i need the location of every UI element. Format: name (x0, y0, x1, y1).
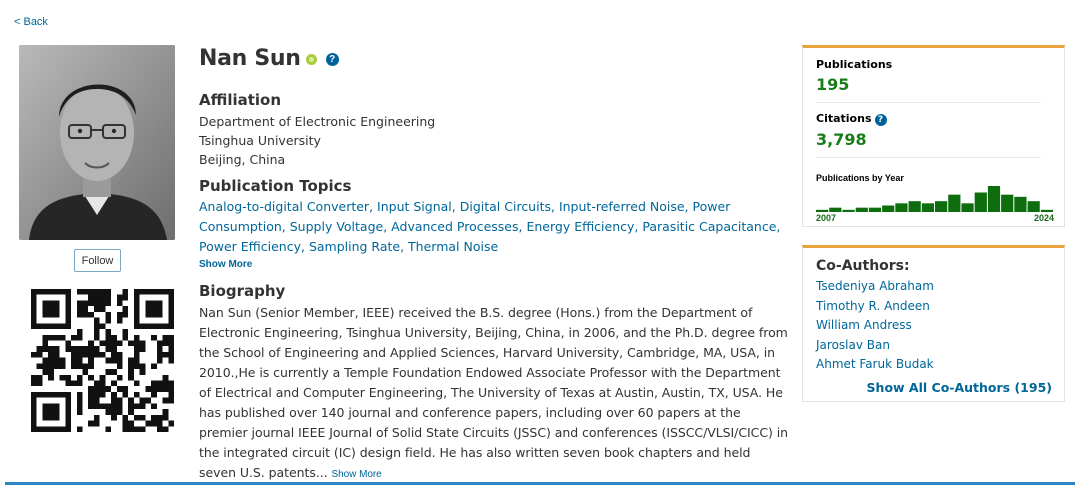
profile-photo (19, 45, 175, 240)
year-bar[interactable] (1041, 210, 1053, 212)
affiliation-title: Affiliation (199, 91, 282, 109)
topic-link[interactable]: Parasitic Capacitance (642, 219, 777, 234)
topic-link[interactable]: Power Consumption (199, 199, 731, 234)
topic-link[interactable]: Power Efficiency (199, 239, 301, 254)
year-bar[interactable] (816, 210, 828, 212)
topic-link[interactable]: Input-referred Noise (558, 199, 685, 214)
topic-link[interactable]: Thermal Noise (408, 239, 499, 254)
topic-separator: , (383, 219, 392, 234)
coauthor-link[interactable]: William Andress (816, 318, 912, 332)
year-bar[interactable] (895, 203, 907, 212)
coauthor-link[interactable]: Timothy R. Andeen (816, 298, 930, 313)
year-bar[interactable] (856, 208, 868, 212)
divider (816, 157, 1041, 158)
coauthors-list (816, 277, 934, 375)
topic-link[interactable]: Input Signal (377, 199, 452, 214)
year-bar[interactable] (1028, 201, 1040, 212)
topic-separator: , (776, 219, 781, 234)
metrics-card (802, 45, 1065, 227)
follow-button[interactable]: Follow (74, 249, 121, 272)
year-bar[interactable] (882, 206, 894, 213)
year-bar[interactable] (988, 186, 1000, 212)
biography-body: Nan Sun (Senior Member, IEEE) received the B.S. degree (Hons.) from the Department of Electronic Engineering, Tsinghua University, Beijing, China, in 2006, and the Ph.D. degree from the School of Engineering and Applied Sciences, Harvard University, Cambridge, MA, USA, in 2010.,He is currently a Temple Foundation Endowed Associate Professor with the Department of Electrical and Computer Engineering, The University of Texas at Austin, Austin, TX, USA. He has published over 140 journal and conference papers, including over 60 papers at the premier journal IEEE Journal of Solid State Circuits (JSSC) and conferences (ISSCC/VLSI/CICC) in the integrated circuit (IC) design field. He has also written seven book chapters and held seven U.S. patents... (199, 305, 789, 480)
biography-show-more-link[interactable]: Show More (331, 469, 382, 480)
author-name: Nan Sun (199, 45, 301, 71)
sparkline-end-year: 2024 (1033, 213, 1054, 223)
citations-count[interactable]: 3,798 (816, 130, 867, 149)
topic-link[interactable]: Energy Efficiency (526, 219, 635, 234)
affiliation-location: Beijing, China (199, 152, 286, 167)
year-bar[interactable] (1001, 195, 1013, 212)
citations-label-text: Citations (816, 112, 872, 125)
topic-link[interactable]: Digital Circuits (459, 199, 551, 214)
topic-separator: , (684, 199, 693, 214)
year-bar[interactable] (909, 201, 921, 212)
topics-title: Publication Topics (199, 177, 352, 195)
year-bar[interactable] (1014, 197, 1026, 212)
coauthors-title: Co-Authors: (816, 258, 910, 274)
help-icon[interactable]: ? (326, 53, 339, 66)
affiliation-block (199, 112, 789, 169)
year-bar[interactable] (935, 201, 947, 212)
publications-by-year-label: Publications by Year (816, 173, 904, 183)
divider (816, 102, 1041, 103)
show-all-coauthors-link[interactable]: Show All Co-Authors (195) (866, 380, 1052, 395)
publications-by-year-sparkline[interactable] (816, 186, 1054, 212)
coauthor-link[interactable]: Jaroslav Ban (816, 337, 890, 352)
coauthor-link[interactable]: Ahmet Faruk Budak (816, 357, 934, 371)
year-bar[interactable] (948, 195, 960, 212)
year-bar[interactable] (975, 193, 987, 213)
coauthors-card (802, 245, 1065, 402)
topic-separator: , (551, 199, 559, 214)
citations-label (816, 112, 887, 126)
orcid-icon[interactable] (306, 54, 317, 65)
topics-list (199, 197, 789, 257)
sparkline-start-year: 2007 (816, 213, 837, 223)
biography-title: Biography (199, 282, 286, 300)
year-bar[interactable] (842, 210, 854, 212)
topic-separator: , (300, 239, 309, 254)
year-bar[interactable] (869, 208, 881, 212)
affiliation-institution: Tsinghua University (199, 133, 321, 148)
topic-link[interactable]: Supply Voltage (289, 219, 384, 234)
profile-main (199, 45, 789, 485)
affiliation-department: Department of Electronic Engineering (199, 114, 436, 129)
topic-separator: , (518, 219, 527, 234)
coauthor-link[interactable]: Tsedeniya Abraham (816, 279, 934, 293)
biography-text (199, 303, 789, 485)
topic-link[interactable]: Advanced Processes (391, 219, 519, 234)
publications-label: Publications (816, 58, 893, 71)
topic-separator: , (281, 219, 290, 234)
topic-separator: , (400, 239, 409, 254)
topic-link[interactable]: Analog-to-digital Converter (199, 199, 370, 214)
topics-show-more-link[interactable]: Show More (199, 259, 253, 270)
topic-separator: , (634, 219, 643, 234)
back-link[interactable]: < Back (14, 16, 48, 28)
name-row (199, 45, 789, 71)
publications-count[interactable]: 195 (816, 75, 850, 94)
year-bar[interactable] (829, 208, 841, 212)
topic-link[interactable]: Sampling Rate (308, 239, 401, 254)
qr-code (31, 289, 174, 432)
year-bar[interactable] (922, 203, 934, 212)
topic-separator: , (451, 199, 460, 214)
citations-help-icon[interactable]: ? (875, 114, 887, 126)
topic-separator: , (369, 199, 378, 214)
footer-divider (5, 482, 1075, 485)
year-bar[interactable] (961, 203, 973, 212)
